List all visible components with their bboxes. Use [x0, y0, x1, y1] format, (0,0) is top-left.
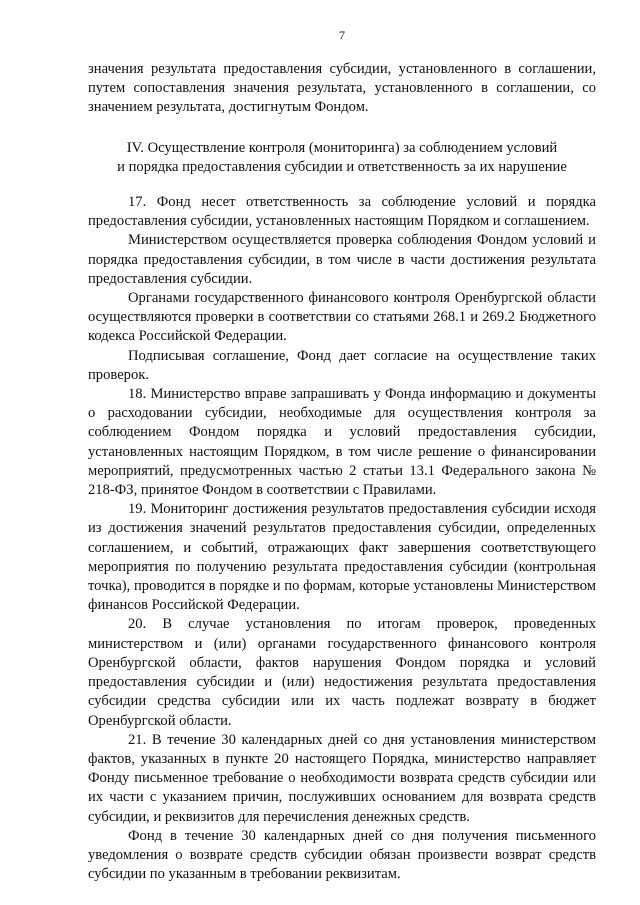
paragraph-17-ministry-check: Министерством осуществляется проверка соблюдения Фондом условий и порядка предоставления субсидии, в том числе в части достижения результата предоставления субсидии. — [88, 232, 596, 287]
paragraph-17-consent: Подписывая соглашение, Фонд дает согласие на осуществление таких проверок. — [88, 347, 596, 383]
section-title — [88, 139, 596, 177]
paragraph-18: 18. Министерство вправе запрашивать у Фонда информацию и документы о расходовании субсидии, необходимые для осуществления контроля за соблюдением Фондом порядка и условий предоставления субсидии, установленных настоящим Порядком, в том числе решение о финансировании мероприятий, предусмотренных частью 2 статьи 13.1 Федерального закона № 218-ФЗ, принятое Фондом в соответствии с Правилами. — [88, 386, 596, 499]
paragraph-21: 21. В течение 30 календарных дней со дня установления министерством фактов, указанных в пункте 20 настоящего Порядка, министерство направляет Фонду письменное требование о необходимости возврата средств субсидии или их части с указанием причин, послуживших основанием для возврата средств субсидии, и реквизитов для перечисления денежных средств. — [88, 731, 596, 825]
paragraph-20: 20. В случае установления по итогам проверок, проведенных министерством и (или) органами государственного финансового контроля Оренбургской области, фактов нарушения Фондом порядка и условий предоставления субсидии и (или) недостижения результата предоставления субсидии средства субсидии или их часть подлежат возврату в бюджет Оренбургской области. — [88, 616, 596, 729]
paragraph-21-refund: Фонд в течение 30 календарных дней со дня получения письменного уведомления о возврате средств субсидии обязан произвести возврат средств субсидии по указанным в требовании реквизитам. — [88, 827, 596, 883]
section-title-line1: IV. Осуществление контроля (мониторинга) за соблюдением условий — [126, 139, 558, 156]
page-number: 7 — [339, 28, 345, 42]
document-page — [88, 28, 596, 884]
paragraph-19: 19. Мониторинг достижения результатов предоставления субсидии исходя из достижения значений результатов предоставления субсидии, определенных соглашением, и событий, отражающих факт завершения соответствующего мероприятия по получению результата предоставления субсидии (контрольная точка), проводится в порядке и по формам, которые установлены Министерством финансов Российской Федерации. — [88, 501, 596, 614]
paragraph-17-state-control: Органами государственного финансового контроля Оренбургской области осуществляются проверки в соответствии со статьями 268.1 и 269.2 Бюджетного кодекса Российской Федерации. — [88, 290, 596, 345]
paragraph-17: 17. Фонд несет ответственность за соблюдение условий и порядка предоставления субсидии, установленных настоящим Порядком и соглашением. — [88, 194, 596, 230]
intro-paragraph: значения результата предоставления субсидии, установленного в соглашении, путем сопоставления значения результата, установленного в соглашении, со значением результата, достигнутым Фондом. — [88, 61, 596, 116]
section-title-line2: и порядка предоставления субсидии и ответственность за их нарушение — [117, 158, 567, 175]
